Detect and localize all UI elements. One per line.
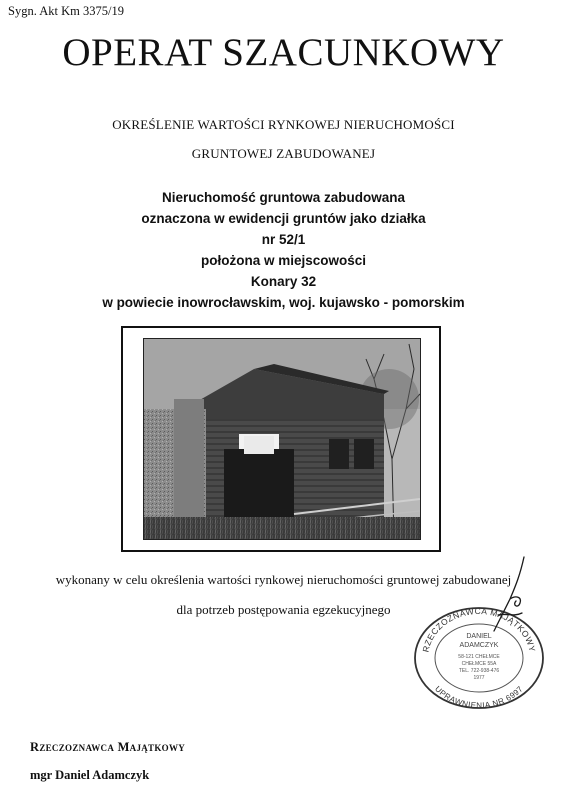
stamp-bottom-text: UPRAWNIENIA NR 6997: [433, 684, 525, 710]
svg-text:UPRAWNIENIA NR 6997: [433, 684, 525, 710]
purpose-line-2: dla potrzeb postępowania egzekucyjnego: [176, 602, 391, 617]
subtitle-line-1: OKREŚLENIE WARTOŚCI RYNKOWEJ NIERUCHOMOŚCI: [112, 117, 455, 132]
property-line-5: Konary 32: [250, 274, 317, 289]
property-line-3: nr 52/1: [261, 232, 306, 247]
document-title: OPERAT SZACUNKOWY: [62, 31, 505, 74]
stamp-address-1: 58-121 CHEŁMCE: [458, 654, 500, 660]
property-line-2: oznaczona w ewidencji gruntów jako działka: [141, 211, 426, 226]
appraiser-role: Rzeczoznawca Majątkowy: [30, 740, 186, 754]
stamp-small: 1977: [473, 675, 485, 681]
stamp-phone: TEL. 722-938-476: [458, 668, 500, 674]
stamp-name-line-2: ADAMCZYK: [459, 642, 499, 649]
stamp-top-text: RZECZOZNAWCA MAJĄTKOWY: [420, 605, 538, 654]
subtitle-line-2: GRUNTOWEJ ZABUDOWANEJ: [191, 146, 376, 161]
house-photo-graphic: [144, 339, 420, 539]
property-line-4: położona w miejscowości: [200, 253, 367, 268]
property-photo: [143, 338, 421, 540]
stamp-name-line-1: DANIEL: [466, 633, 492, 640]
stamp-address-2: CHEŁMCE 55A: [461, 661, 497, 667]
handwritten-signature: [476, 555, 536, 635]
property-photo-frame: [121, 326, 441, 552]
case-signature: Sygn. Akt Km 3375/19: [8, 4, 124, 18]
purpose-line-1: wykonany w celu określenia wartości rynkowej nieruchomości gruntowej zabudowanej: [55, 572, 512, 587]
property-line-6: w powiecie inowrocławskim, woj. kujawsko - pomorskim: [102, 295, 465, 310]
appraiser-name: mgr Daniel Adamczyk: [30, 768, 150, 782]
property-description: [0, 187, 567, 313]
property-line-1: Nieruchomość gruntowa zabudowana: [161, 190, 406, 205]
